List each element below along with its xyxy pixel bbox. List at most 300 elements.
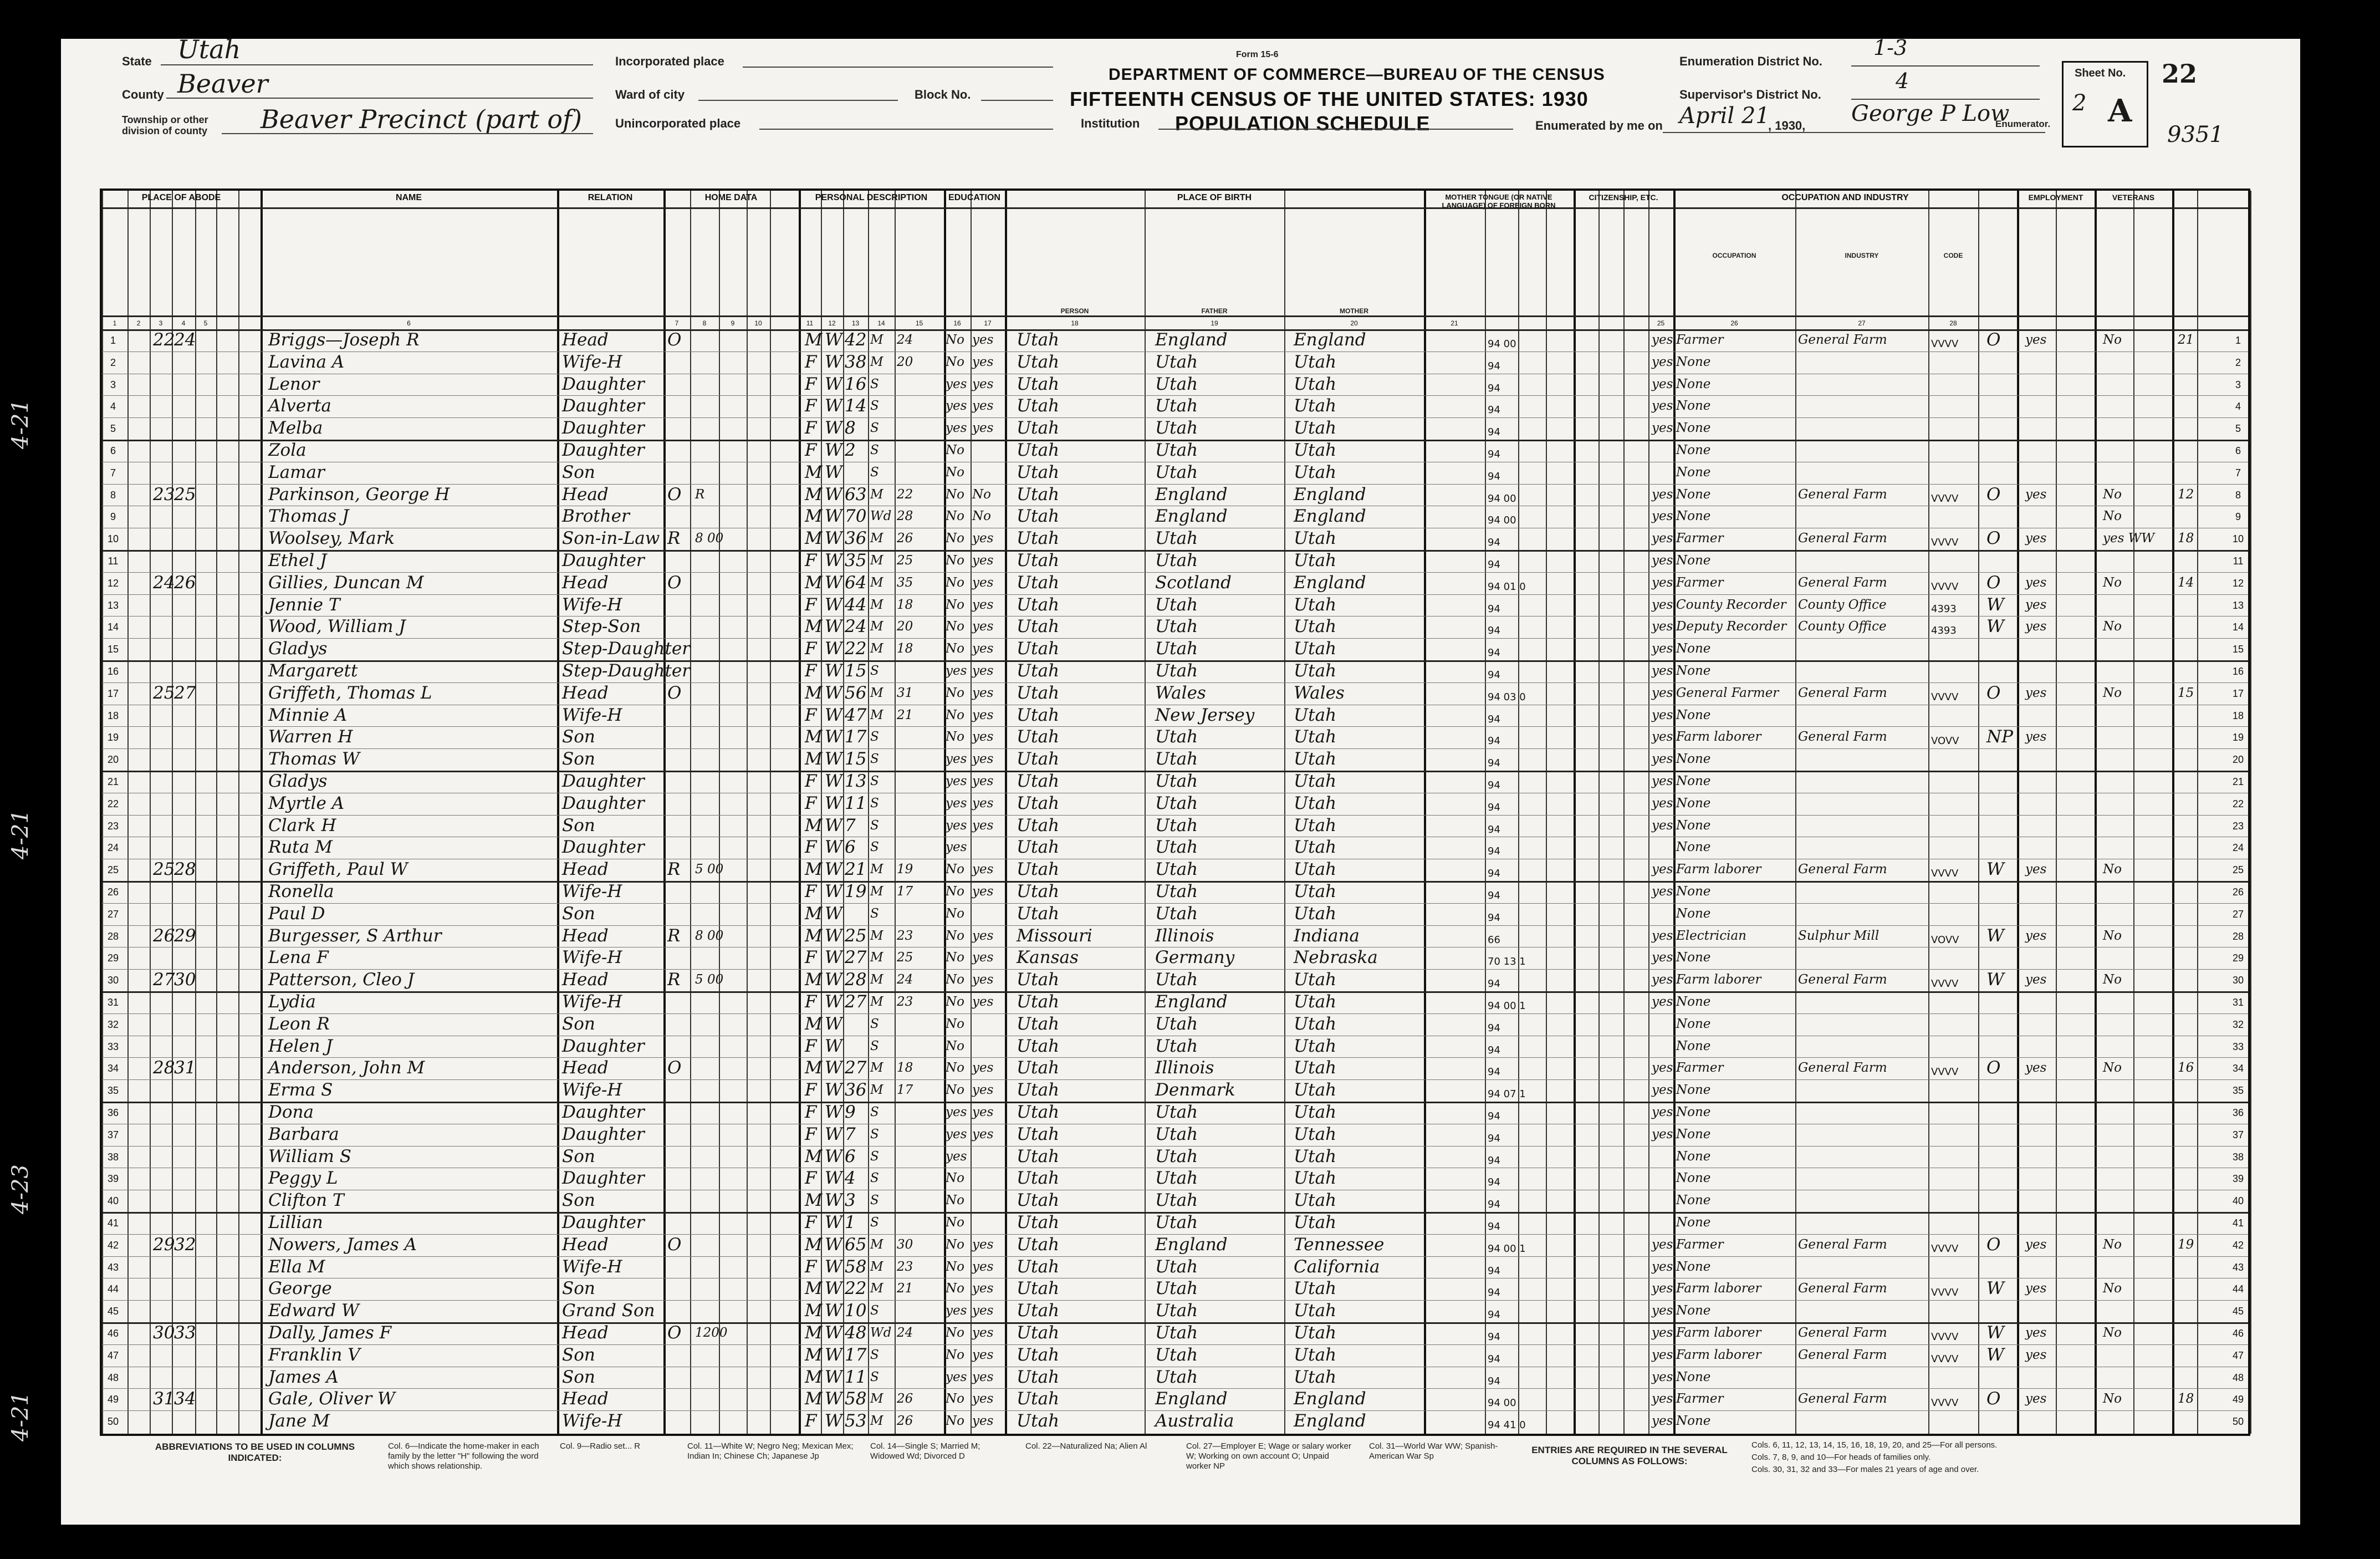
cell-sex: F — [805, 793, 817, 813]
cell-school: No — [946, 1083, 964, 1098]
cell-dw: 27 — [153, 970, 175, 990]
cell-eng: yes — [1652, 1061, 1673, 1076]
cell-code: 94 00 — [1488, 492, 1516, 505]
cell-occ: None — [1676, 995, 1711, 1009]
cell-occ: None — [1676, 354, 1711, 369]
cell-rel: Grand Son — [562, 1301, 655, 1321]
row-number-right: 15 — [2232, 644, 2244, 655]
cell-rel: Head — [562, 1234, 609, 1255]
cell-rel: Head — [562, 682, 609, 703]
cell-mbp: Utah — [1294, 440, 1337, 460]
cell-rel: Daughter — [562, 1168, 645, 1189]
cell-fbp: Illinois — [1155, 925, 1214, 946]
entries-req3: Cols. 30, 31, 32 and 33—For males 21 years of age and over. — [1751, 1465, 1979, 1474]
cell-ind: General Farm — [1798, 862, 1887, 877]
footnote-col31: Col. 31—World War WW; Spanish-American War Sp — [1369, 1441, 1498, 1461]
cell-bp: Utah — [1017, 1102, 1060, 1122]
cell-sex: F — [805, 1212, 817, 1232]
row-number-right: 23 — [2232, 820, 2244, 832]
cell-tenure: R — [667, 925, 681, 946]
row-number: 1 — [110, 335, 116, 346]
cell-race: W — [825, 859, 842, 880]
cell-bp: Utah — [1017, 418, 1060, 439]
cell-age: 58 — [845, 1389, 867, 1409]
census-title: FIFTEENTH CENSUS OF THE UNITED STATES: 1930 — [1070, 88, 1589, 110]
cell-dw: 25 — [153, 682, 175, 703]
cell-mbp: England — [1294, 1411, 1366, 1431]
cell-occ: None — [1676, 1038, 1711, 1053]
cell-mbp: Utah — [1294, 396, 1337, 416]
cell-code: 94 00 — [1488, 514, 1516, 527]
margin-note-4: 4-21 — [8, 1392, 33, 1441]
cell-code: 94 — [1488, 1154, 1500, 1166]
cell-read: yes — [972, 774, 994, 788]
cell-eng: yes — [1652, 1259, 1673, 1274]
row-number-right: 21 — [2232, 776, 2244, 787]
cell-sex: M — [805, 1278, 823, 1299]
cell-school: No — [946, 1237, 964, 1252]
cell-rel: Wife-H — [562, 705, 622, 725]
cell-sex: M — [805, 528, 823, 549]
cell-name: Thomas J — [268, 506, 349, 527]
cell-read: No — [972, 509, 991, 524]
cell-age: 6 — [845, 837, 856, 858]
column-number: 16 — [953, 319, 961, 327]
cell-mbp: Utah — [1294, 705, 1337, 725]
cell-mbp: Utah — [1294, 793, 1337, 813]
row-number-right: 16 — [2232, 666, 2244, 677]
cell-school: No — [946, 531, 964, 546]
cell-sex: F — [805, 1168, 817, 1189]
county-value: Beaver — [177, 69, 268, 99]
cell-school: yes — [946, 818, 967, 833]
column-number: 8 — [702, 319, 707, 327]
cell-name: George — [268, 1278, 332, 1299]
cell-occ: None — [1676, 399, 1711, 414]
cell-code: 94 — [1488, 382, 1500, 394]
cell-eng: yes — [1652, 333, 1673, 347]
cell-code: 94 — [1488, 1199, 1500, 1211]
cell-fam: 30 — [174, 970, 196, 990]
head-mother: MOTHER — [1340, 307, 1368, 315]
enumerator-label: Enumerator. — [1995, 119, 2051, 129]
column-rule — [868, 191, 869, 1434]
cell-code: 94 — [1488, 713, 1500, 725]
cell-fbp: Germany — [1155, 947, 1235, 968]
row-number: 4 — [110, 401, 116, 412]
cell-name: Griffeth, Thomas L — [268, 682, 432, 703]
row-number-right: 38 — [2232, 1151, 2244, 1163]
cell-sex: M — [805, 1344, 823, 1365]
cell-code: 94 — [1488, 559, 1500, 570]
cell-age: 11 — [845, 1367, 867, 1387]
cell-race: W — [825, 882, 842, 901]
cell-mbp: Utah — [1294, 351, 1337, 372]
cell-read: yes — [972, 1369, 994, 1384]
cell-mar: S — [870, 1215, 879, 1230]
cell-age: 16 — [845, 374, 867, 394]
cell-mar: M — [870, 950, 883, 965]
cell-name: Alverta — [268, 396, 331, 416]
cell-sex: F — [805, 351, 817, 372]
cell-cls: W — [1986, 594, 2004, 615]
cell-mar: S — [870, 1127, 879, 1142]
cell-code: 94 — [1488, 647, 1500, 659]
row-number: 32 — [107, 1018, 119, 1030]
cell-name: Clifton T — [268, 1190, 344, 1211]
column-number: 7 — [675, 319, 679, 327]
cell-fbp: Utah — [1155, 859, 1198, 880]
row-number-right: 33 — [2232, 1041, 2244, 1052]
cell-rel: Head — [562, 859, 609, 880]
row-number: 10 — [107, 533, 119, 545]
cell-age: 8 — [845, 418, 856, 439]
cell-fam: 32 — [174, 1234, 196, 1255]
column-number: 4 — [181, 319, 186, 327]
entries-req2: Cols. 7, 8, 9, and 10—For heads of families only. — [1751, 1453, 1931, 1462]
cell-race: W — [825, 484, 842, 505]
cell-mbp: Utah — [1294, 1036, 1337, 1056]
cell-oc: VVVV — [1931, 492, 1959, 505]
cell-age: 19 — [845, 882, 867, 901]
cell-eng: yes — [1652, 685, 1673, 700]
column-number: 17 — [984, 319, 992, 327]
form-number: Form 15-6 — [1236, 50, 1279, 59]
column-rule — [2197, 191, 2198, 1434]
cell-bp: Utah — [1017, 970, 1060, 990]
cell-eng: yes — [1652, 1105, 1673, 1119]
cell-eng: yes — [1652, 421, 1673, 436]
footnote-col6: Col. 6—Indicate the home-maker in each family by the letter "H" following the word which shows relationship. — [388, 1441, 539, 1471]
cell-fbp: England — [1155, 1389, 1228, 1409]
group-tongue: MOTHER TONGUE (OR NATIVE LANGUAGE) OF FOREIGN BORN — [1442, 193, 1556, 210]
cell-code: 94 — [1488, 603, 1500, 615]
cell-race: W — [825, 528, 842, 549]
cell-read: yes — [972, 399, 994, 414]
cell-name: Griffeth, Paul W — [268, 859, 408, 880]
cell-vet: No — [2103, 1281, 2122, 1296]
cell-fbp: Denmark — [1155, 1080, 1235, 1101]
cell-race: W — [825, 903, 842, 924]
block-label: Block No. — [915, 88, 971, 101]
cell-code: 94 — [1488, 1287, 1500, 1299]
row-number-right: 36 — [2232, 1107, 2244, 1118]
cell-occ: Farmer — [1676, 1237, 1724, 1252]
cell-occ: Farmer — [1676, 1061, 1724, 1076]
cell-race: W — [825, 330, 842, 350]
cell-name: Jennie T — [268, 594, 340, 615]
cell-mbp: Utah — [1294, 1212, 1337, 1232]
cell-age: 35 — [845, 551, 867, 570]
column-number: 15 — [915, 319, 923, 327]
cell-sex: F — [805, 374, 817, 394]
cell-age: 36 — [845, 528, 867, 549]
group-name: NAME — [395, 193, 422, 202]
cell-vet: No — [2103, 972, 2122, 987]
cell-school: yes — [946, 774, 967, 788]
cell-mbp: Utah — [1294, 1168, 1337, 1189]
cell-fbp: England — [1155, 330, 1228, 350]
cell-occ: None — [1676, 641, 1711, 656]
cell-sex: F — [805, 551, 817, 570]
cell-ind: General Farm — [1798, 1281, 1887, 1296]
cell-name: Lillian — [268, 1212, 323, 1232]
cell-school: No — [946, 1347, 964, 1362]
cell-age: 25 — [845, 925, 867, 946]
cell-emp: yes — [2025, 1392, 2047, 1407]
cell-age: 70 — [845, 506, 867, 527]
cell-rel: Head — [562, 925, 609, 946]
cell-school: No — [946, 950, 964, 965]
cell-ind: Sulphur Mill — [1798, 928, 1880, 943]
cell-eng: yes — [1652, 399, 1673, 414]
cell-read: yes — [972, 664, 994, 678]
column-number: 1 — [113, 319, 117, 327]
cell-fbp: Utah — [1155, 837, 1198, 858]
column-rule — [2250, 191, 2251, 1434]
cell-school: No — [946, 1171, 964, 1186]
cell-mar: M — [870, 928, 883, 943]
head-industry: INDUSTRY — [1845, 252, 1879, 259]
cell-read: yes — [972, 619, 994, 634]
cell-rel: Son — [562, 727, 595, 747]
row-number-right: 2 — [2235, 356, 2241, 368]
cell-occ: Deputy Recorder — [1676, 619, 1787, 634]
cell-occ: Farm laborer — [1676, 730, 1761, 745]
cell-code: 94 41 0 — [1488, 1419, 1526, 1431]
cell-mbp: Utah — [1294, 1278, 1337, 1299]
cell-bp: Utah — [1017, 1323, 1060, 1343]
cell-vet: No — [2103, 619, 2122, 634]
row-number: 11 — [108, 556, 119, 567]
cell-code: 94 — [1488, 890, 1500, 901]
cell-occ: None — [1676, 752, 1711, 767]
cell-emp: yes — [2025, 1237, 2047, 1252]
cell-race: W — [825, 1278, 842, 1299]
cell-mar: S — [870, 443, 879, 457]
cell-fbp: Utah — [1155, 1168, 1198, 1189]
column-rule — [747, 191, 748, 1434]
row-number: 13 — [107, 599, 119, 611]
cell-code: 94 — [1488, 625, 1500, 637]
row-number: 38 — [107, 1151, 119, 1163]
cell-occ: None — [1676, 1193, 1711, 1208]
row-number: 5 — [110, 423, 116, 435]
cell-eng: yes — [1652, 1281, 1673, 1296]
cell-age: 64 — [845, 572, 867, 593]
cell-occ: Farmer — [1676, 575, 1724, 590]
cell-fbp: Utah — [1155, 1190, 1198, 1211]
enumerated-date: April 21 — [1679, 103, 1770, 129]
cell-eng: yes — [1652, 509, 1673, 524]
cell-school: No — [946, 597, 964, 612]
cell-read: yes — [972, 995, 994, 1009]
cell-mar: M — [870, 707, 883, 722]
cell-name: Paul D — [268, 903, 325, 924]
cell-name: Ruta M — [268, 837, 333, 858]
cell-name: Edward W — [268, 1301, 359, 1321]
row-number: 49 — [107, 1394, 119, 1405]
cell-read: yes — [972, 1083, 994, 1098]
cell-rel: Daughter — [562, 396, 645, 416]
cell-eng: yes — [1652, 354, 1673, 369]
cell-mar: M — [870, 884, 883, 899]
cell-read: yes — [972, 1326, 994, 1340]
cell-agemar: 24 — [897, 333, 913, 347]
cell-code: 94 00 — [1488, 338, 1516, 350]
cell-sex: M — [805, 572, 823, 593]
cell-cls: O — [1986, 572, 2001, 593]
cell-age: 27 — [845, 947, 867, 968]
cell-fbp: Australia — [1155, 1411, 1234, 1431]
cell-occ: None — [1676, 664, 1711, 678]
cell-code: 66 — [1488, 934, 1500, 946]
state-value: Utah — [177, 34, 241, 64]
census-sheet — [8, 34, 2300, 1525]
cell-school: No — [946, 730, 964, 745]
cell-school: No — [946, 354, 964, 369]
row-number: 14 — [107, 621, 119, 633]
footnote-col9: Col. 9—Radio set... R — [560, 1441, 641, 1451]
cell-code: 94 — [1488, 1353, 1500, 1365]
row-number-right: 49 — [2232, 1394, 2244, 1405]
cell-dw: 22 — [153, 330, 175, 350]
cell-rel: Daughter — [562, 1102, 645, 1122]
row-number: 35 — [107, 1085, 119, 1097]
cell-oc: VVVV — [1931, 1397, 1959, 1409]
cell-agemar: 23 — [897, 995, 913, 1009]
cell-fbp: Utah — [1155, 396, 1198, 416]
cell-rel: Daughter — [562, 1212, 645, 1232]
row-number-right: 45 — [2232, 1306, 2244, 1317]
cell-dw: 26 — [153, 925, 175, 946]
cell-school: No — [946, 443, 964, 457]
cell-occ: Farm laborer — [1676, 1347, 1761, 1362]
cell-eng: yes — [1652, 1369, 1673, 1384]
cell-rel: Daughter — [562, 793, 645, 813]
enumerator-name: George P Low — [1851, 101, 2010, 126]
cell-rel: Wife-H — [562, 1256, 622, 1277]
cell-occ: Farmer — [1676, 333, 1724, 347]
cell-mar: M — [870, 531, 883, 546]
row-number: 47 — [107, 1349, 119, 1361]
cell-mar: M — [870, 1392, 883, 1407]
cell-code: 94 — [1488, 360, 1500, 372]
cell-code: 94 — [1488, 911, 1500, 924]
cell-bp: Utah — [1017, 903, 1060, 924]
cell-rel: Son — [562, 1146, 595, 1166]
row-number: 36 — [107, 1107, 119, 1118]
cell-agemar: 18 — [897, 1061, 913, 1076]
cell-race: W — [825, 418, 842, 439]
cell-code: 70 13 1 — [1488, 956, 1526, 968]
cell-dw: 30 — [153, 1323, 175, 1343]
cell-rel: Son — [562, 1190, 595, 1211]
cell-ind: General Farm — [1798, 1347, 1887, 1362]
cell-mar: S — [870, 1303, 879, 1318]
cell-race: W — [825, 1102, 842, 1122]
cell-agemar: 20 — [897, 354, 913, 369]
cell-eng: yes — [1652, 774, 1673, 788]
cell-mar: S — [870, 906, 879, 921]
row-number: 17 — [107, 687, 119, 699]
row-number: 24 — [107, 842, 119, 854]
head-code: CODE — [1943, 252, 1963, 259]
column-rule — [843, 191, 844, 1434]
cell-school: No — [946, 641, 964, 656]
cell-vet: No — [2103, 928, 2122, 943]
cell-occ: None — [1676, 487, 1711, 502]
column-rule — [2095, 191, 2097, 1434]
row-number: 15 — [107, 644, 119, 655]
column-rule — [1795, 191, 1796, 1434]
row-number-right: 6 — [2235, 445, 2241, 456]
cell-race: W — [825, 1411, 842, 1431]
cell-age: 27 — [845, 992, 867, 1012]
cell-sex: M — [805, 1323, 823, 1343]
cell-occ: None — [1676, 774, 1711, 788]
cell-occ: None — [1676, 1105, 1711, 1119]
cell-occ: None — [1676, 376, 1711, 391]
cell-fbp: England — [1155, 1234, 1228, 1255]
cell-mbp: England — [1294, 330, 1366, 350]
cell-mar: S — [870, 664, 879, 678]
cell-occ: None — [1676, 1414, 1711, 1429]
cell-mbp: Wales — [1294, 682, 1345, 703]
cell-code: 94 00 — [1488, 1397, 1516, 1409]
row-number-right: 1 — [2235, 335, 2241, 346]
cell-eng: yes — [1652, 664, 1673, 678]
cell-mar: Wd — [870, 509, 892, 524]
cell-cls: W — [1986, 1278, 2004, 1299]
cell-rel: Head — [562, 970, 609, 990]
cell-race: W — [825, 815, 842, 835]
row-number: 6 — [110, 445, 116, 456]
cell-vet: No — [2103, 1061, 2122, 1076]
cell-mbp: Utah — [1294, 882, 1337, 901]
page-stamp: 22 — [2162, 59, 2198, 89]
cell-school: No — [946, 884, 964, 899]
group-personal: PERSONAL DESCRIPTION — [815, 193, 928, 202]
cell-agemar: 25 — [897, 950, 913, 965]
row-number-right: 40 — [2232, 1195, 2244, 1207]
supervisor-label: Supervisor's District No. — [1679, 88, 1821, 101]
group-employment: EMPLOYMENT — [2028, 193, 2083, 202]
cell-rel: Head — [562, 1323, 609, 1343]
cell-code: 94 — [1488, 1110, 1500, 1122]
cell-school: No — [946, 1193, 964, 1208]
cell-eng: yes — [1652, 1127, 1673, 1142]
cell-fbp: Utah — [1155, 617, 1198, 637]
cell-code: 94 — [1488, 669, 1500, 681]
column-number: 2 — [136, 319, 141, 327]
cell-name: Woolsey, Mark — [268, 528, 395, 549]
cell-mar: S — [870, 1038, 879, 1053]
cell-school: No — [946, 862, 964, 877]
cell-name: Leon R — [268, 1013, 330, 1034]
row-number: 20 — [107, 754, 119, 766]
cell-mbp: Utah — [1294, 594, 1337, 615]
cell-agemar: 25 — [897, 553, 913, 568]
cell-age: 7 — [845, 815, 856, 835]
cell-fbp: Utah — [1155, 749, 1198, 770]
cell-occ: None — [1676, 707, 1711, 722]
cell-fam: 28 — [174, 859, 196, 880]
cell-read: yes — [972, 1392, 994, 1407]
cell-sex: F — [805, 1036, 817, 1056]
cell-bp: Utah — [1017, 1389, 1060, 1409]
cell-sex: M — [805, 506, 823, 527]
